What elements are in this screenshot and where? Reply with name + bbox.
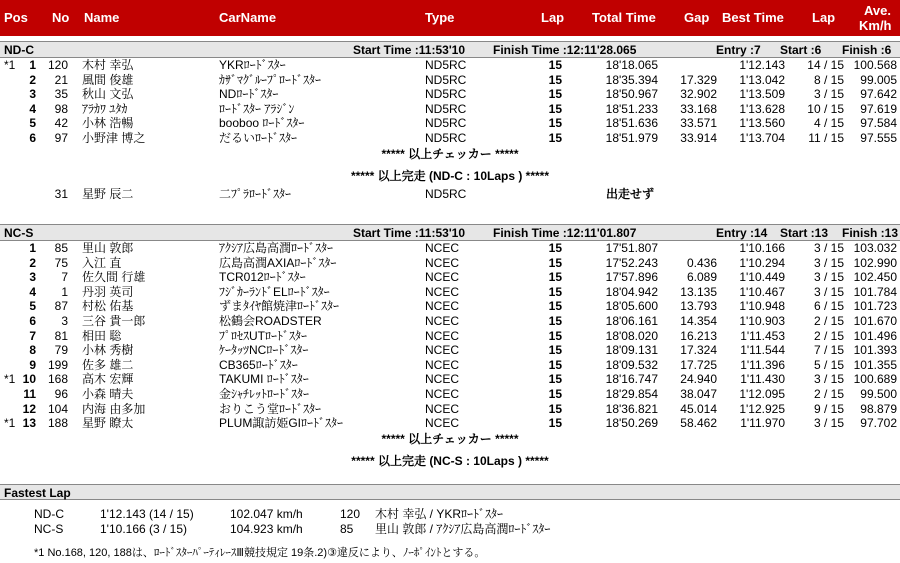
fastest-speed: 104.923 km/h bbox=[230, 522, 303, 536]
entry-count: Entry :14 bbox=[716, 226, 768, 240]
total-time: 18'36.821 bbox=[605, 401, 658, 416]
car-number: 35 bbox=[54, 87, 68, 102]
laps: 15 bbox=[548, 314, 562, 328]
col-carname: CarName bbox=[219, 10, 277, 25]
fastest-driver: 里山 敦郎 / ｱｸｼｱ広島高潤ﾛｰﾄﾞｽﾀｰ bbox=[375, 522, 551, 536]
driver-name: 小林 秀樹 bbox=[82, 343, 134, 358]
fastest-class: ND-C bbox=[34, 507, 64, 521]
col-gap: Gap bbox=[684, 10, 710, 25]
car-number: 79 bbox=[54, 343, 68, 358]
driver-name: 秋山 文弘 bbox=[82, 87, 134, 102]
driver-name: 高木 宏輝 bbox=[82, 372, 134, 387]
best-time: 1'10.467 bbox=[739, 284, 785, 299]
avg-speed: 97.642 bbox=[860, 87, 897, 102]
total-time: 18'29.854 bbox=[605, 387, 658, 401]
car-number: 1 bbox=[61, 284, 68, 299]
laps: 15 bbox=[548, 328, 562, 343]
avg-speed: 99.500 bbox=[860, 387, 897, 401]
car-number: 168 bbox=[47, 372, 68, 387]
driver-name: 内海 由多加 bbox=[82, 401, 146, 416]
total-time: 17'51.807 bbox=[605, 241, 658, 255]
result-row bbox=[0, 58, 900, 73]
position: 8 bbox=[29, 343, 36, 358]
laps: 15 bbox=[548, 270, 562, 285]
avg-speed: 101.496 bbox=[853, 328, 897, 343]
position: 10 bbox=[22, 372, 36, 387]
car-name: 金ｼｬﾁﾚｯﾄﾛｰﾄﾞｽﾀｰ bbox=[219, 387, 310, 401]
fastest-car-number: 120 bbox=[340, 507, 361, 521]
total-time: 18'18.065 bbox=[605, 58, 658, 72]
dns-row bbox=[0, 187, 900, 202]
car-type: NCEC bbox=[425, 357, 460, 372]
best-lap: 5 / 15 bbox=[813, 357, 844, 372]
avg-speed: 101.393 bbox=[853, 343, 897, 358]
driver-name: 丹羽 英司 bbox=[82, 284, 134, 299]
car-name: ｱｸｼｱ広島高潤ﾛｰﾄﾞｽﾀｰ bbox=[219, 241, 334, 255]
total-time: 18'09.131 bbox=[605, 343, 658, 358]
gap: 16.213 bbox=[680, 328, 717, 343]
driver-name: 相田 聡 bbox=[82, 328, 122, 343]
start-count: Start :6 bbox=[780, 43, 822, 57]
laps: 15 bbox=[548, 357, 562, 372]
laps: 15 bbox=[548, 387, 562, 401]
position: 1 bbox=[29, 241, 36, 255]
finish-time: Finish Time :12:11'01.807 bbox=[493, 226, 637, 240]
total-time: 18'16.747 bbox=[605, 372, 658, 387]
driver-name: 小林 浩暢 bbox=[82, 116, 134, 131]
car-number: 87 bbox=[54, 299, 68, 314]
car-type: NCEC bbox=[425, 343, 460, 358]
best-time: 1'10.294 bbox=[739, 255, 785, 270]
driver-name: ｱﾗｶﾜ ﾕﾀｶ bbox=[82, 101, 128, 116]
gap: 33.571 bbox=[680, 116, 717, 131]
gap: 24.940 bbox=[680, 372, 717, 387]
best-time: 1'10.903 bbox=[739, 314, 785, 328]
total-time: 18'51.233 bbox=[605, 101, 658, 116]
best-lap: 4 / 15 bbox=[813, 116, 844, 131]
car-type: NCEC bbox=[425, 255, 460, 270]
best-time: 1'11.453 bbox=[740, 328, 785, 343]
car-name: だるいﾛｰﾄﾞｽﾀｰ bbox=[219, 131, 298, 145]
driver-name: 佐久間 行雄 bbox=[82, 270, 146, 285]
result-row bbox=[0, 299, 900, 314]
car-type: ND5RC bbox=[425, 116, 467, 131]
car-number: 120 bbox=[47, 58, 68, 72]
best-time: 1'13.042 bbox=[739, 72, 785, 87]
car-number: 75 bbox=[54, 255, 68, 270]
best-time: 1'11.396 bbox=[740, 357, 785, 372]
position: 2 bbox=[29, 72, 36, 87]
best-time: 1'12.095 bbox=[739, 387, 785, 401]
best-lap: 8 / 15 bbox=[813, 72, 844, 87]
finish-time: Finish Time :12:11'28.065 bbox=[493, 43, 637, 57]
position: 5 bbox=[29, 299, 36, 314]
position: 12 bbox=[22, 401, 36, 416]
avg-speed: 100.689 bbox=[853, 372, 897, 387]
best-time: 1'10.948 bbox=[739, 299, 785, 314]
position: 11 bbox=[23, 387, 36, 401]
car-number: 96 bbox=[54, 387, 68, 401]
col-no: No bbox=[52, 10, 70, 25]
penalty-mark: *1 bbox=[4, 372, 16, 387]
driver-name: 佐多 雄二 bbox=[82, 357, 134, 372]
col-type: Type bbox=[425, 10, 455, 25]
avg-speed: 97.555 bbox=[860, 131, 897, 145]
gap: 14.354 bbox=[680, 314, 717, 328]
class-name: ND-C bbox=[4, 43, 34, 57]
car-name: ｶｻﾞﾏｸﾞﾙｰﾌﾟﾛｰﾄﾞｽﾀｰ bbox=[219, 72, 322, 87]
result-row bbox=[0, 314, 900, 329]
total-time: 18'50.967 bbox=[605, 87, 658, 102]
driver-name: 三谷 貴一郎 bbox=[82, 314, 146, 328]
fastest-lap-row bbox=[0, 507, 900, 522]
best-lap: 2 / 15 bbox=[813, 314, 844, 328]
driver-name: 小野津 博之 bbox=[82, 131, 146, 145]
avg-speed: 101.723 bbox=[853, 299, 897, 314]
best-time: 1'10.166 bbox=[739, 241, 785, 255]
gap: 32.902 bbox=[680, 87, 717, 102]
total-time: 18'05.600 bbox=[605, 299, 658, 314]
car-number: 3 bbox=[61, 314, 68, 328]
class-header bbox=[0, 41, 900, 58]
driver-name: 星野 辰二 bbox=[82, 186, 134, 201]
car-name: 松鶴会ROADSTER bbox=[219, 314, 322, 328]
best-time: 1'13.509 bbox=[739, 87, 785, 102]
car-number: 98 bbox=[54, 101, 68, 116]
car-type: NCEC bbox=[425, 416, 460, 431]
complete-note: ***** 以上完走 (ND-C : 10Laps ) ***** bbox=[350, 168, 550, 183]
gap: 6.089 bbox=[686, 270, 717, 285]
position: 6 bbox=[29, 314, 36, 328]
total-time: 18'50.269 bbox=[605, 416, 658, 431]
gap: 0.436 bbox=[686, 255, 717, 270]
result-row bbox=[0, 372, 900, 387]
car-name: ずまﾀｲﾔ館焼津ﾛｰﾄﾞｽﾀｰ bbox=[219, 299, 340, 314]
car-type: ND5RC bbox=[425, 101, 467, 116]
best-lap: 2 / 15 bbox=[813, 387, 844, 401]
car-name: ﾌﾟﾛｾｽUTﾛｰﾄﾞｽﾀｰ bbox=[219, 328, 307, 343]
penalty-mark: *1 bbox=[4, 416, 16, 431]
position: 1 bbox=[29, 58, 36, 72]
class-name: NC-S bbox=[4, 226, 34, 240]
position: 5 bbox=[29, 116, 36, 131]
avg-speed: 97.702 bbox=[860, 416, 897, 431]
avg-speed: 100.568 bbox=[853, 58, 897, 72]
best-lap: 3 / 15 bbox=[813, 87, 844, 102]
result-row bbox=[0, 416, 900, 431]
avg-speed: 103.032 bbox=[853, 241, 897, 255]
car-name: ｹｰﾀｯﾂNCﾛｰﾄﾞｽﾀｰ bbox=[219, 343, 309, 358]
complete-note: ***** 以上完走 (NC-S : 10Laps ) ***** bbox=[351, 453, 549, 468]
car-name: ﾌｼﾞｶｰﾗﾝﾄﾞELﾛｰﾄﾞｽﾀｰ bbox=[219, 284, 330, 299]
avg-speed: 98.879 bbox=[860, 401, 897, 416]
car-name: 二ﾌﾟﾗﾛｰﾄﾞｽﾀｰ bbox=[219, 186, 292, 201]
position: 13 bbox=[22, 416, 36, 431]
best-time: 1'12.143 bbox=[739, 58, 785, 72]
fastest-time: 1'12.143 (14 / 15) bbox=[100, 507, 194, 521]
car-type: NCEC bbox=[425, 270, 460, 285]
car-number: 104 bbox=[47, 401, 68, 416]
driver-name: 小森 晴夫 bbox=[82, 387, 134, 401]
car-number: 81 bbox=[54, 328, 68, 343]
laps: 15 bbox=[548, 416, 562, 431]
laps: 15 bbox=[548, 87, 562, 102]
car-number: 199 bbox=[47, 357, 68, 372]
col-total-time: Total Time bbox=[592, 10, 656, 25]
best-lap: 6 / 15 bbox=[813, 299, 844, 314]
best-time: 1'13.628 bbox=[739, 101, 785, 116]
avg-speed: 97.619 bbox=[860, 101, 897, 116]
position: 2 bbox=[29, 255, 36, 270]
car-number: 85 bbox=[54, 241, 68, 255]
result-row bbox=[0, 285, 900, 300]
total-time: 18'51.636 bbox=[605, 116, 658, 131]
fastest-lap-title: Fastest Lap bbox=[4, 486, 71, 500]
car-type: NCEC bbox=[425, 372, 460, 387]
gap: 58.462 bbox=[680, 416, 717, 431]
best-lap: 7 / 15 bbox=[813, 343, 844, 358]
col-name: Name bbox=[84, 10, 120, 25]
best-lap: 3 / 15 bbox=[813, 416, 844, 431]
driver-name: 木村 幸弘 bbox=[82, 58, 134, 72]
best-time: 1'11.970 bbox=[740, 416, 785, 431]
fastest-lap-row bbox=[0, 522, 900, 537]
finish-count: Finish :13 bbox=[842, 226, 899, 240]
col-best-time: Best Time bbox=[722, 10, 784, 25]
driver-name: 村松 佑基 bbox=[82, 299, 134, 314]
finish-count: Finish :6 bbox=[842, 43, 892, 57]
laps: 15 bbox=[548, 131, 562, 145]
car-type: ND5RC bbox=[425, 87, 467, 102]
car-name: 広島高潤AXIAﾛｰﾄﾞｽﾀｰ bbox=[219, 255, 337, 270]
checker-note: ***** 以上チェッカー ***** bbox=[381, 431, 519, 446]
result-row bbox=[0, 116, 900, 131]
fastest-lap-header bbox=[0, 484, 900, 500]
gap: 33.168 bbox=[680, 101, 717, 116]
best-lap: 3 / 15 bbox=[813, 372, 844, 387]
avg-speed: 101.670 bbox=[853, 314, 897, 328]
car-number: 31 bbox=[54, 186, 68, 201]
car-name: booboo ﾛｰﾄﾞｽﾀｰ bbox=[219, 116, 305, 131]
gap: 33.914 bbox=[680, 131, 717, 145]
total-time: 17'57.896 bbox=[605, 270, 658, 285]
position: 3 bbox=[29, 270, 36, 285]
gap: 17.329 bbox=[680, 72, 717, 87]
fastest-driver: 木村 幸弘 / YKRﾛｰﾄﾞｽﾀｰ bbox=[375, 507, 504, 521]
total-time: 18'04.942 bbox=[605, 284, 658, 299]
best-time: 1'11.430 bbox=[740, 372, 785, 387]
dns-status: 出走せず bbox=[606, 186, 655, 201]
result-row bbox=[0, 256, 900, 271]
total-time: 18'35.394 bbox=[605, 72, 658, 87]
car-type: NCEC bbox=[425, 241, 460, 255]
car-type: NCEC bbox=[425, 314, 460, 328]
best-lap: 3 / 15 bbox=[813, 270, 844, 285]
fastest-time: 1'10.166 (3 / 15) bbox=[100, 522, 188, 536]
total-time: 18'09.532 bbox=[605, 357, 658, 372]
col-pos: Pos bbox=[4, 10, 28, 25]
gap: 17.725 bbox=[680, 357, 717, 372]
result-row bbox=[0, 402, 900, 417]
best-time: 1'10.449 bbox=[739, 270, 785, 285]
penalty-mark: *1 bbox=[4, 58, 16, 72]
best-lap: 3 / 15 bbox=[813, 255, 844, 270]
best-lap: 14 / 15 bbox=[807, 58, 844, 72]
results-header bbox=[0, 0, 900, 36]
avg-speed: 101.784 bbox=[853, 284, 897, 299]
car-number: 97 bbox=[54, 131, 68, 145]
car-number: 21 bbox=[54, 72, 68, 87]
car-name: YKRﾛｰﾄﾞｽﾀｰ bbox=[219, 58, 286, 72]
best-lap: 3 / 15 bbox=[813, 284, 844, 299]
fastest-class: NC-S bbox=[34, 522, 64, 536]
total-time: 18'51.979 bbox=[605, 131, 658, 145]
col-avg-unit: Km/h bbox=[859, 18, 892, 33]
result-row bbox=[0, 343, 900, 358]
laps: 15 bbox=[548, 284, 562, 299]
position: 9 bbox=[29, 357, 36, 372]
laps: 15 bbox=[548, 116, 562, 131]
total-time: 18'08.020 bbox=[605, 328, 658, 343]
car-type: ND5RC bbox=[425, 131, 467, 145]
total-time: 18'06.161 bbox=[605, 314, 658, 328]
driver-name: 風間 俊雄 bbox=[82, 72, 134, 87]
start-count: Start :13 bbox=[780, 226, 829, 240]
car-type: ND5RC bbox=[425, 186, 467, 201]
position: 4 bbox=[29, 284, 36, 299]
avg-speed: 97.584 bbox=[860, 116, 897, 131]
fastest-speed: 102.047 km/h bbox=[230, 507, 303, 521]
laps: 15 bbox=[548, 241, 562, 255]
car-type: NCEC bbox=[425, 401, 460, 416]
best-time: 1'11.544 bbox=[740, 343, 785, 358]
result-row bbox=[0, 102, 900, 117]
avg-speed: 102.990 bbox=[853, 255, 897, 270]
car-number: 42 bbox=[54, 116, 68, 131]
gap: 17.324 bbox=[680, 343, 717, 358]
avg-speed: 102.450 bbox=[853, 270, 897, 285]
col-best-lap: Lap bbox=[812, 10, 836, 25]
gap: 13.793 bbox=[680, 299, 717, 314]
car-name: PLUM諏訪姫GIﾛｰﾄﾞｽﾀｰ bbox=[219, 416, 344, 431]
result-row bbox=[0, 241, 900, 256]
laps: 15 bbox=[548, 72, 562, 87]
position: 4 bbox=[29, 101, 36, 116]
result-row bbox=[0, 270, 900, 285]
car-name: CB365ﾛｰﾄﾞｽﾀｰ bbox=[219, 357, 298, 372]
position: 6 bbox=[29, 131, 36, 145]
entry-count: Entry :7 bbox=[716, 43, 761, 57]
car-type: NCEC bbox=[425, 387, 460, 401]
best-lap: 11 / 15 bbox=[808, 131, 844, 145]
car-name: NDﾛｰﾄﾞｽﾀｰ bbox=[219, 87, 279, 102]
col-lap: Lap bbox=[541, 10, 565, 25]
checker-note: ***** 以上チェッカー ***** bbox=[381, 146, 519, 161]
position: 3 bbox=[29, 87, 36, 102]
car-type: NCEC bbox=[425, 284, 460, 299]
car-name: おりこう堂ﾛｰﾄﾞｽﾀｰ bbox=[219, 401, 322, 416]
car-name: ﾛｰﾄﾞｽﾀｰ ｱﾗｼﾞﾝ bbox=[219, 101, 295, 116]
best-time: 1'12.925 bbox=[739, 401, 785, 416]
car-type: ND5RC bbox=[425, 58, 467, 72]
best-lap: 9 / 15 bbox=[813, 401, 844, 416]
start-time: Start Time :11:53'10 bbox=[353, 43, 466, 57]
gap: 13.135 bbox=[680, 284, 717, 299]
result-row bbox=[0, 73, 900, 88]
laps: 15 bbox=[548, 372, 562, 387]
best-time: 1'13.560 bbox=[739, 116, 785, 131]
class-header bbox=[0, 224, 900, 241]
fastest-car-number: 85 bbox=[340, 522, 354, 536]
gap: 45.014 bbox=[680, 401, 717, 416]
gap: 38.047 bbox=[680, 387, 717, 401]
car-name: TCR012ﾛｰﾄﾞｽﾀｰ bbox=[219, 270, 306, 285]
best-time: 1'13.704 bbox=[739, 131, 785, 145]
car-type: NCEC bbox=[425, 328, 460, 343]
footnote: *1 No.168, 120, 188は、ﾛｰﾄﾞｽﾀｰﾊﾟｰﾃｨﾚｰｽⅢ競技規定 19条.2)③違反により、ﾉｰﾎﾟｲﾝﾄとする。 bbox=[34, 547, 486, 559]
car-number: 7 bbox=[61, 270, 68, 285]
result-row bbox=[0, 387, 900, 402]
best-lap: 3 / 15 bbox=[813, 241, 844, 255]
best-lap: 2 / 15 bbox=[813, 328, 844, 343]
driver-name: 里山 敦郎 bbox=[82, 241, 134, 255]
laps: 15 bbox=[548, 343, 562, 358]
laps: 15 bbox=[548, 255, 562, 270]
car-type: ND5RC bbox=[425, 72, 467, 87]
result-row bbox=[0, 329, 900, 344]
col-avg-label: Ave. bbox=[864, 3, 891, 18]
laps: 15 bbox=[548, 101, 562, 116]
laps: 15 bbox=[548, 299, 562, 314]
start-time: Start Time :11:53'10 bbox=[353, 226, 466, 240]
result-row bbox=[0, 131, 900, 146]
driver-name: 星野 瞭太 bbox=[82, 416, 134, 431]
laps: 15 bbox=[548, 58, 562, 72]
result-row bbox=[0, 87, 900, 102]
total-time: 17'52.243 bbox=[605, 255, 658, 270]
position: 7 bbox=[29, 328, 36, 343]
best-lap: 10 / 15 bbox=[807, 101, 844, 116]
car-number: 188 bbox=[47, 416, 68, 431]
avg-speed: 101.355 bbox=[853, 357, 897, 372]
result-row bbox=[0, 358, 900, 373]
car-name: TAKUMI ﾛｰﾄﾞｽﾀｰ bbox=[219, 372, 309, 387]
avg-speed: 99.005 bbox=[860, 72, 897, 87]
car-type: NCEC bbox=[425, 299, 460, 314]
laps: 15 bbox=[548, 401, 562, 416]
driver-name: 入江 直 bbox=[82, 255, 122, 270]
